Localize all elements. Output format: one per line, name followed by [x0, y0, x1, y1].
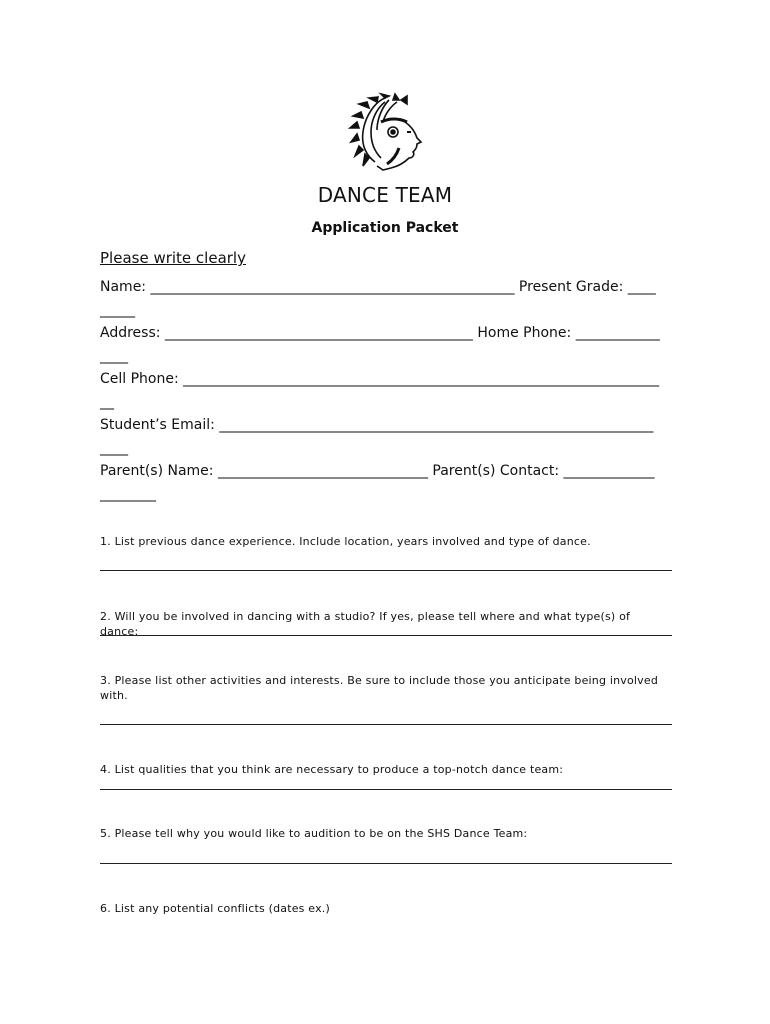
cell-phone-field[interactable]: Cell Phone: ______________________________________________________________________ [100, 371, 660, 410]
answer-line-4[interactable] [100, 789, 672, 790]
question-6: 6. List any potential conflicts (dates ex.) [100, 902, 330, 915]
student-email-field[interactable]: Student’s Email: __________________________________________________________________ [100, 417, 654, 456]
question-5: 5. Please tell why you would like to audition to be on the SHS Dance Team: [100, 827, 528, 840]
instruction-text: Please write clearly [100, 249, 246, 267]
question-1: 1. List previous dance experience. Include location, years involved and type of dance. [100, 535, 591, 548]
parent-field[interactable]: Parent(s) Name: ______________________________ Parent(s) Contact: _____________________ [100, 463, 655, 502]
answer-line-2[interactable] [100, 635, 672, 636]
name-grade-field[interactable]: Name: ____________________________________________________ Present Grade: _________ [100, 279, 656, 318]
answer-line-3[interactable] [100, 724, 672, 725]
question-2: 2. Will you be involved in dancing with a studio? If yes, please tell where and what type(s) of dance: [100, 610, 631, 638]
answer-line-5[interactable] [100, 863, 672, 864]
page-subtitle: Application Packet [311, 220, 459, 236]
question-4: 4. List qualities that you think are necessary to produce a top-notch dance team: [100, 763, 564, 776]
chief-headdress-logo [347, 92, 429, 172]
page-title: DANCE TEAM [317, 183, 453, 207]
question-3: 3. Please list other activities and interests. Be sure to include those you anticipate being involved with. [100, 674, 659, 702]
answer-line-1[interactable] [100, 570, 672, 571]
address-phone-field[interactable]: Address: ____________________________________________ Home Phone: ________________ [100, 325, 660, 364]
